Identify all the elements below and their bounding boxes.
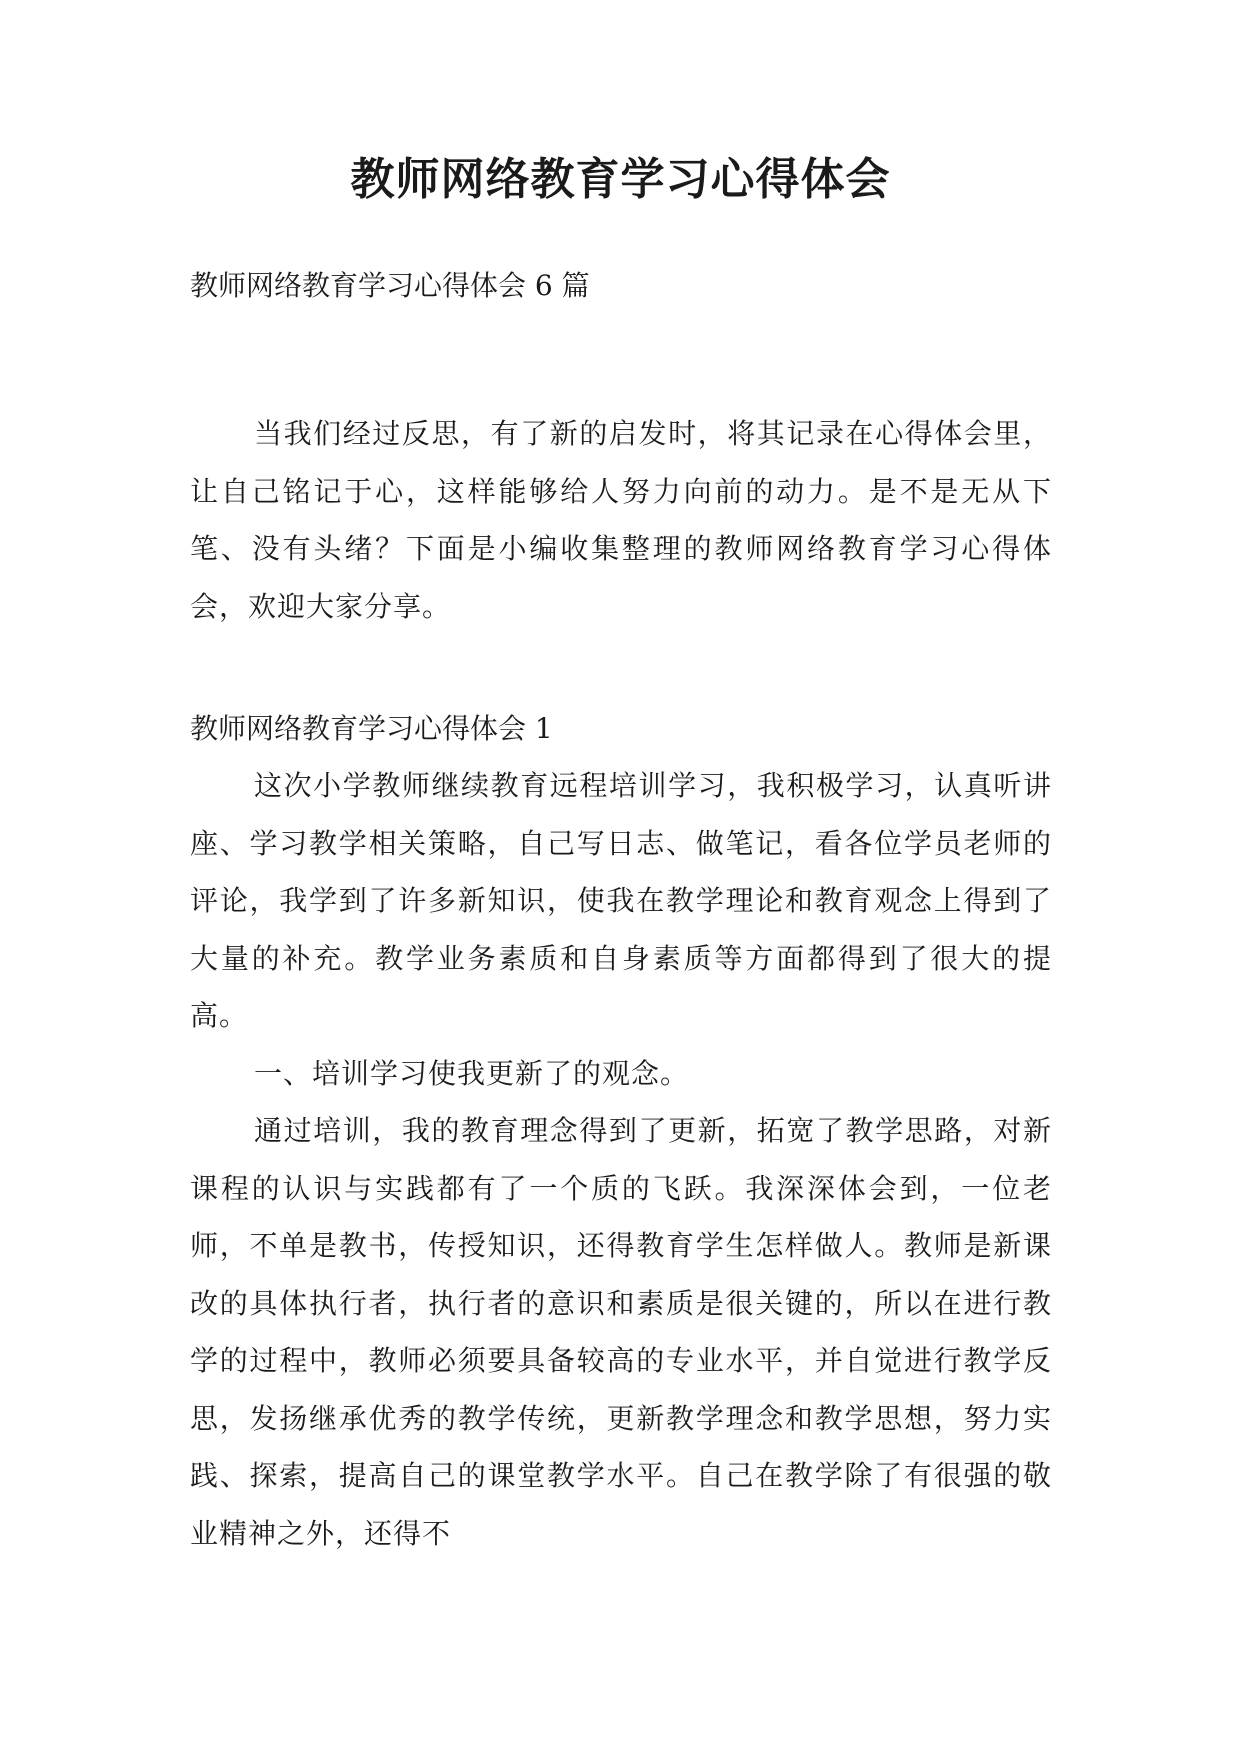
body-paragraph-1: 这次小学教师继续教育远程培训学习，我积极学习，认真听讲座、学习教学相关策略，自己写日志、做笔记，看各位学员老师的评论，我学到了许多新知识，使我在教学理论和教育观念上得到了大量的补充。教学业务素质和自身素质等方面都得到了很大的提高。 — [190, 769, 1052, 1032]
section-heading-1: 教师网络教育学习心得体会 1 — [190, 712, 553, 745]
section-body-1 — [190, 757, 1052, 1562]
document-title: 教师网络教育学习心得体会 — [350, 154, 891, 205]
document-subtitle: 教师网络教育学习心得体会 6 篇 — [190, 269, 590, 302]
body-paragraph-2: 一、培训学习使我更新了的观念。 — [254, 1056, 690, 1090]
body-paragraph-3: 通过培训，我的教育理念得到了更新，拓宽了教学思路，对新课程的认识与实践都有了一个质的飞跃。我深深体会到，一位老师，不单是教书，传授知识，还得教育学生怎样做人。教师是新课改的具体执行者，执行者的意识和素质是很关键的，所以在进行教学的过程中，教师必须要具备较高的专业水平，并自觉进行教学反思，发扬继承优秀的教学传统，更新教学理念和教学思想，努力实践、探索，提高自己的课堂教学水平。自己在教学除了有很强的敬业精神之外，还得不 — [190, 1114, 1052, 1550]
intro-paragraph: 当我们经过反思，有了新的启发时，将其记录在心得体会里，让自己铭记于心，这样能够给人努力向前的动力。是不是无从下笔、没有头绪？下面是小编收集整理的教师网络教育学习心得体会，欢迎大家分享。 — [190, 417, 1052, 623]
